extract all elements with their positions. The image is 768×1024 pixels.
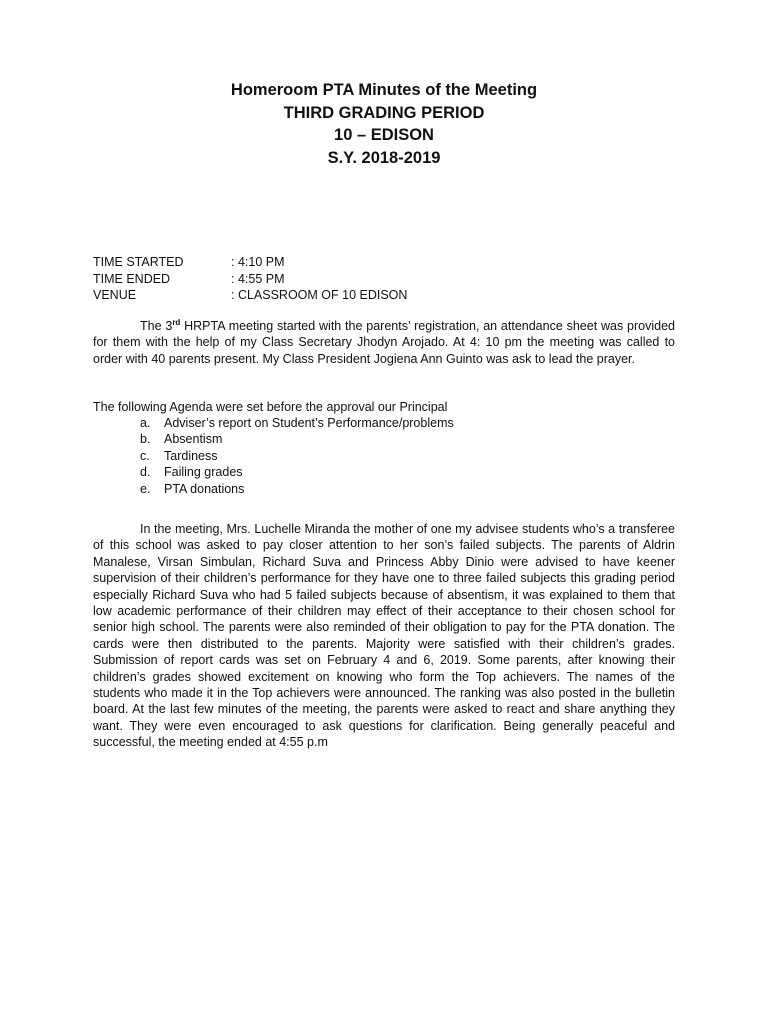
list-marker: c. (140, 448, 150, 463)
time-ended-row (93, 271, 407, 288)
meeting-details (93, 254, 407, 304)
intro-text: HRPTA meeting started with the parents’ registration, an attendance sheet was provided for them with the help of my Class Secretary Jhodyn Arojado. At 4: 10 pm the meeting was called to order with 40 parents present. My Class President Jogiena Ann Guinto was ask to lead the prayer. (93, 319, 675, 366)
list-item (140, 464, 454, 480)
time-ended-label: TIME ENDED (93, 271, 171, 286)
list-item-text: Absentism (164, 432, 223, 447)
list-item-text: Adviser’s report on Student’s Performance/problems (164, 416, 454, 430)
venue-value: : CLASSROOM OF 10 EDISON (231, 288, 408, 302)
time-started-label: TIME STARTED (93, 255, 184, 269)
intro-paragraph (93, 318, 675, 367)
venue-row (93, 287, 407, 304)
intro-prefix: The 3 (140, 319, 173, 333)
list-marker: e. (140, 481, 151, 496)
body-text: In the meeting, Mrs. Luchelle Miranda the mother of one my advisee students who’s a transferee of this school was asked to pay closer attention to her son’s failed subjects. The parents of Aldrin Manalese, Virsan Simbulan, Richard Suva and Princess Abby Dinio were advised to have keener supervision of their children’s performance for they have one to three failed subjects this grading period especially Richard Suva who had 5 failed subjects because of absentism, it was explained to them that low academic performance of their children may effect of their acceptance to their chosen school for senior high school. The parents were also reminded of their obligation to pay for the PTA donation. The cards were then distributed to the parents. Majority were satisfied with their children’s grades. Submission of report cards was set on February 4 and 6, 2019. Some parents, after knowing their children’s grades showed excitement on knowing who form the Top achievers. The names of the students who made it in the Top achievers were announced. The ranking was also posted in the bulletin board. At the last few minutes of the meeting, the parents were asked to react and share anything they want. They were even encouraged to ask questions for clarification. Being generally peaceful and successful, the meeting ended at 4:55 p.m (93, 522, 675, 750)
list-item (140, 448, 454, 464)
document-title (0, 79, 768, 169)
list-item-text: PTA donations (164, 481, 245, 496)
title-line-1: Homeroom PTA Minutes of the Meeting (230, 81, 538, 99)
list-marker: a. (140, 416, 151, 430)
list-item (140, 481, 454, 497)
meeting-body-paragraph (93, 521, 675, 751)
time-ended-value: : 4:55 PM (231, 271, 285, 286)
list-item (140, 415, 454, 431)
list-item-text: Failing grades (164, 465, 243, 480)
venue-label: VENUE (93, 288, 137, 302)
title-line-2: THIRD GRADING PERIOD (283, 103, 485, 122)
list-marker: b. (140, 432, 151, 447)
intro-ordinal: rd (172, 317, 181, 327)
title-line-4: S.Y. 2018-2019 (327, 148, 441, 167)
agenda-heading: The following Agenda were set before the approval our Principal (93, 400, 448, 414)
list-marker: d. (140, 465, 151, 480)
list-item (140, 431, 454, 447)
list-item-text: Tardiness (164, 448, 218, 463)
time-started-row (93, 254, 407, 271)
agenda-list (140, 415, 454, 497)
time-started-value: : 4:10 PM (231, 255, 285, 269)
title-line-3: 10 – EDISON (334, 126, 434, 144)
